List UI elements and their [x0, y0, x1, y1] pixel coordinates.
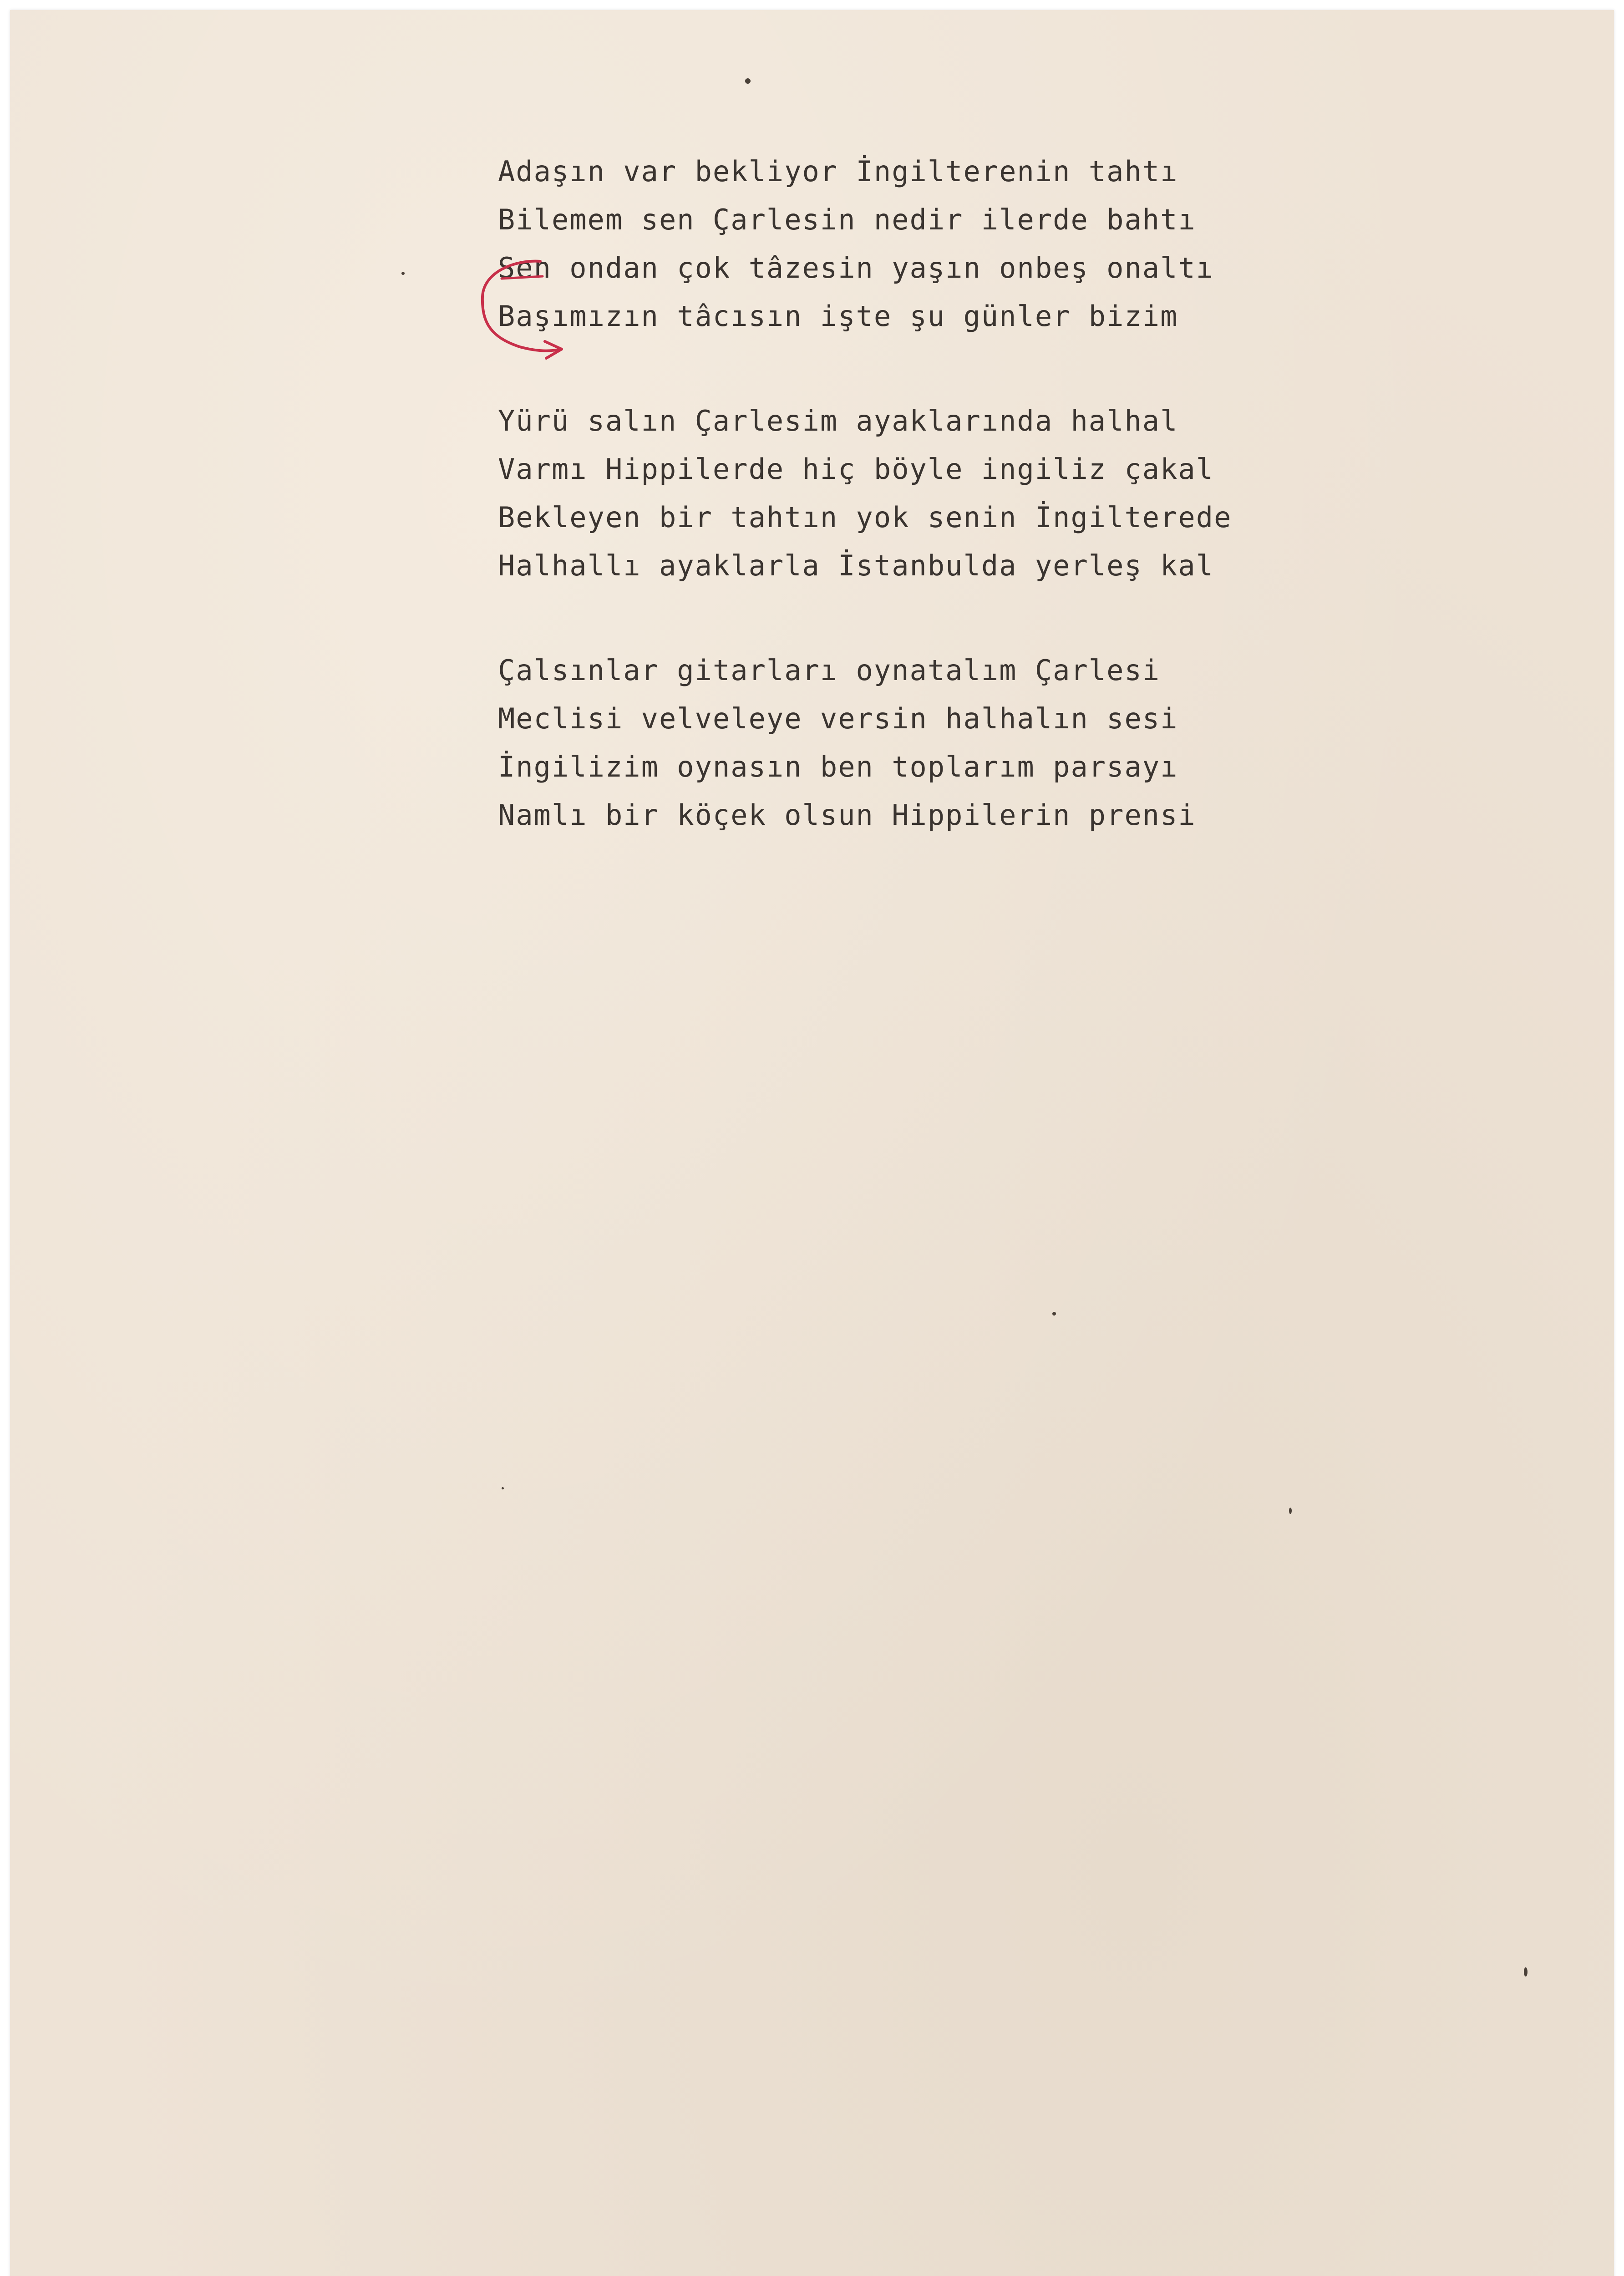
poem-line: Namlı bir köçek olsun Hippilerin prensi: [498, 798, 1196, 832]
poem-line: Yürü salın Çarlesim ayaklarında halhal: [498, 404, 1178, 437]
paper-speck: [502, 1487, 504, 1489]
paper-speck: [1289, 1508, 1292, 1514]
paper-sheet: [10, 10, 1614, 2276]
poem-line: Sen ondan çok tâzesin yaşın onbeş onaltı: [498, 251, 1214, 284]
poem-line: Başımızın tâcısın işte şu günler bizim: [498, 300, 1178, 333]
poem-line: Varmı Hippilerde hiç böyle ingiliz çakal: [498, 452, 1214, 486]
poem-line: Bilemem sen Çarlesin nedir ilerde bahtı: [498, 203, 1196, 236]
poem-line: Halhallı ayaklarla İstanbulda yerleş kal: [498, 549, 1214, 582]
paper-speck: [401, 272, 405, 275]
paper-speck: [1052, 1312, 1056, 1316]
poem-line: İngilizim oynasın ben toplarım parsayı: [498, 750, 1178, 783]
poem-line: Çalsınlar gitarları oynatalım Çarlesi: [498, 654, 1161, 687]
paper-speck: [745, 78, 751, 84]
poem-line: Meclisi velveleye versin halhalın sesi: [498, 702, 1178, 735]
poem-line: Bekleyen bir tahtın yok senin İngilterede: [498, 501, 1232, 534]
poem-line: Adaşın var bekliyor İngilterenin tahtı: [498, 155, 1178, 188]
red-reorder-arrow-icon: [10, 10, 1614, 2276]
paper-speck: [1524, 1967, 1528, 1976]
